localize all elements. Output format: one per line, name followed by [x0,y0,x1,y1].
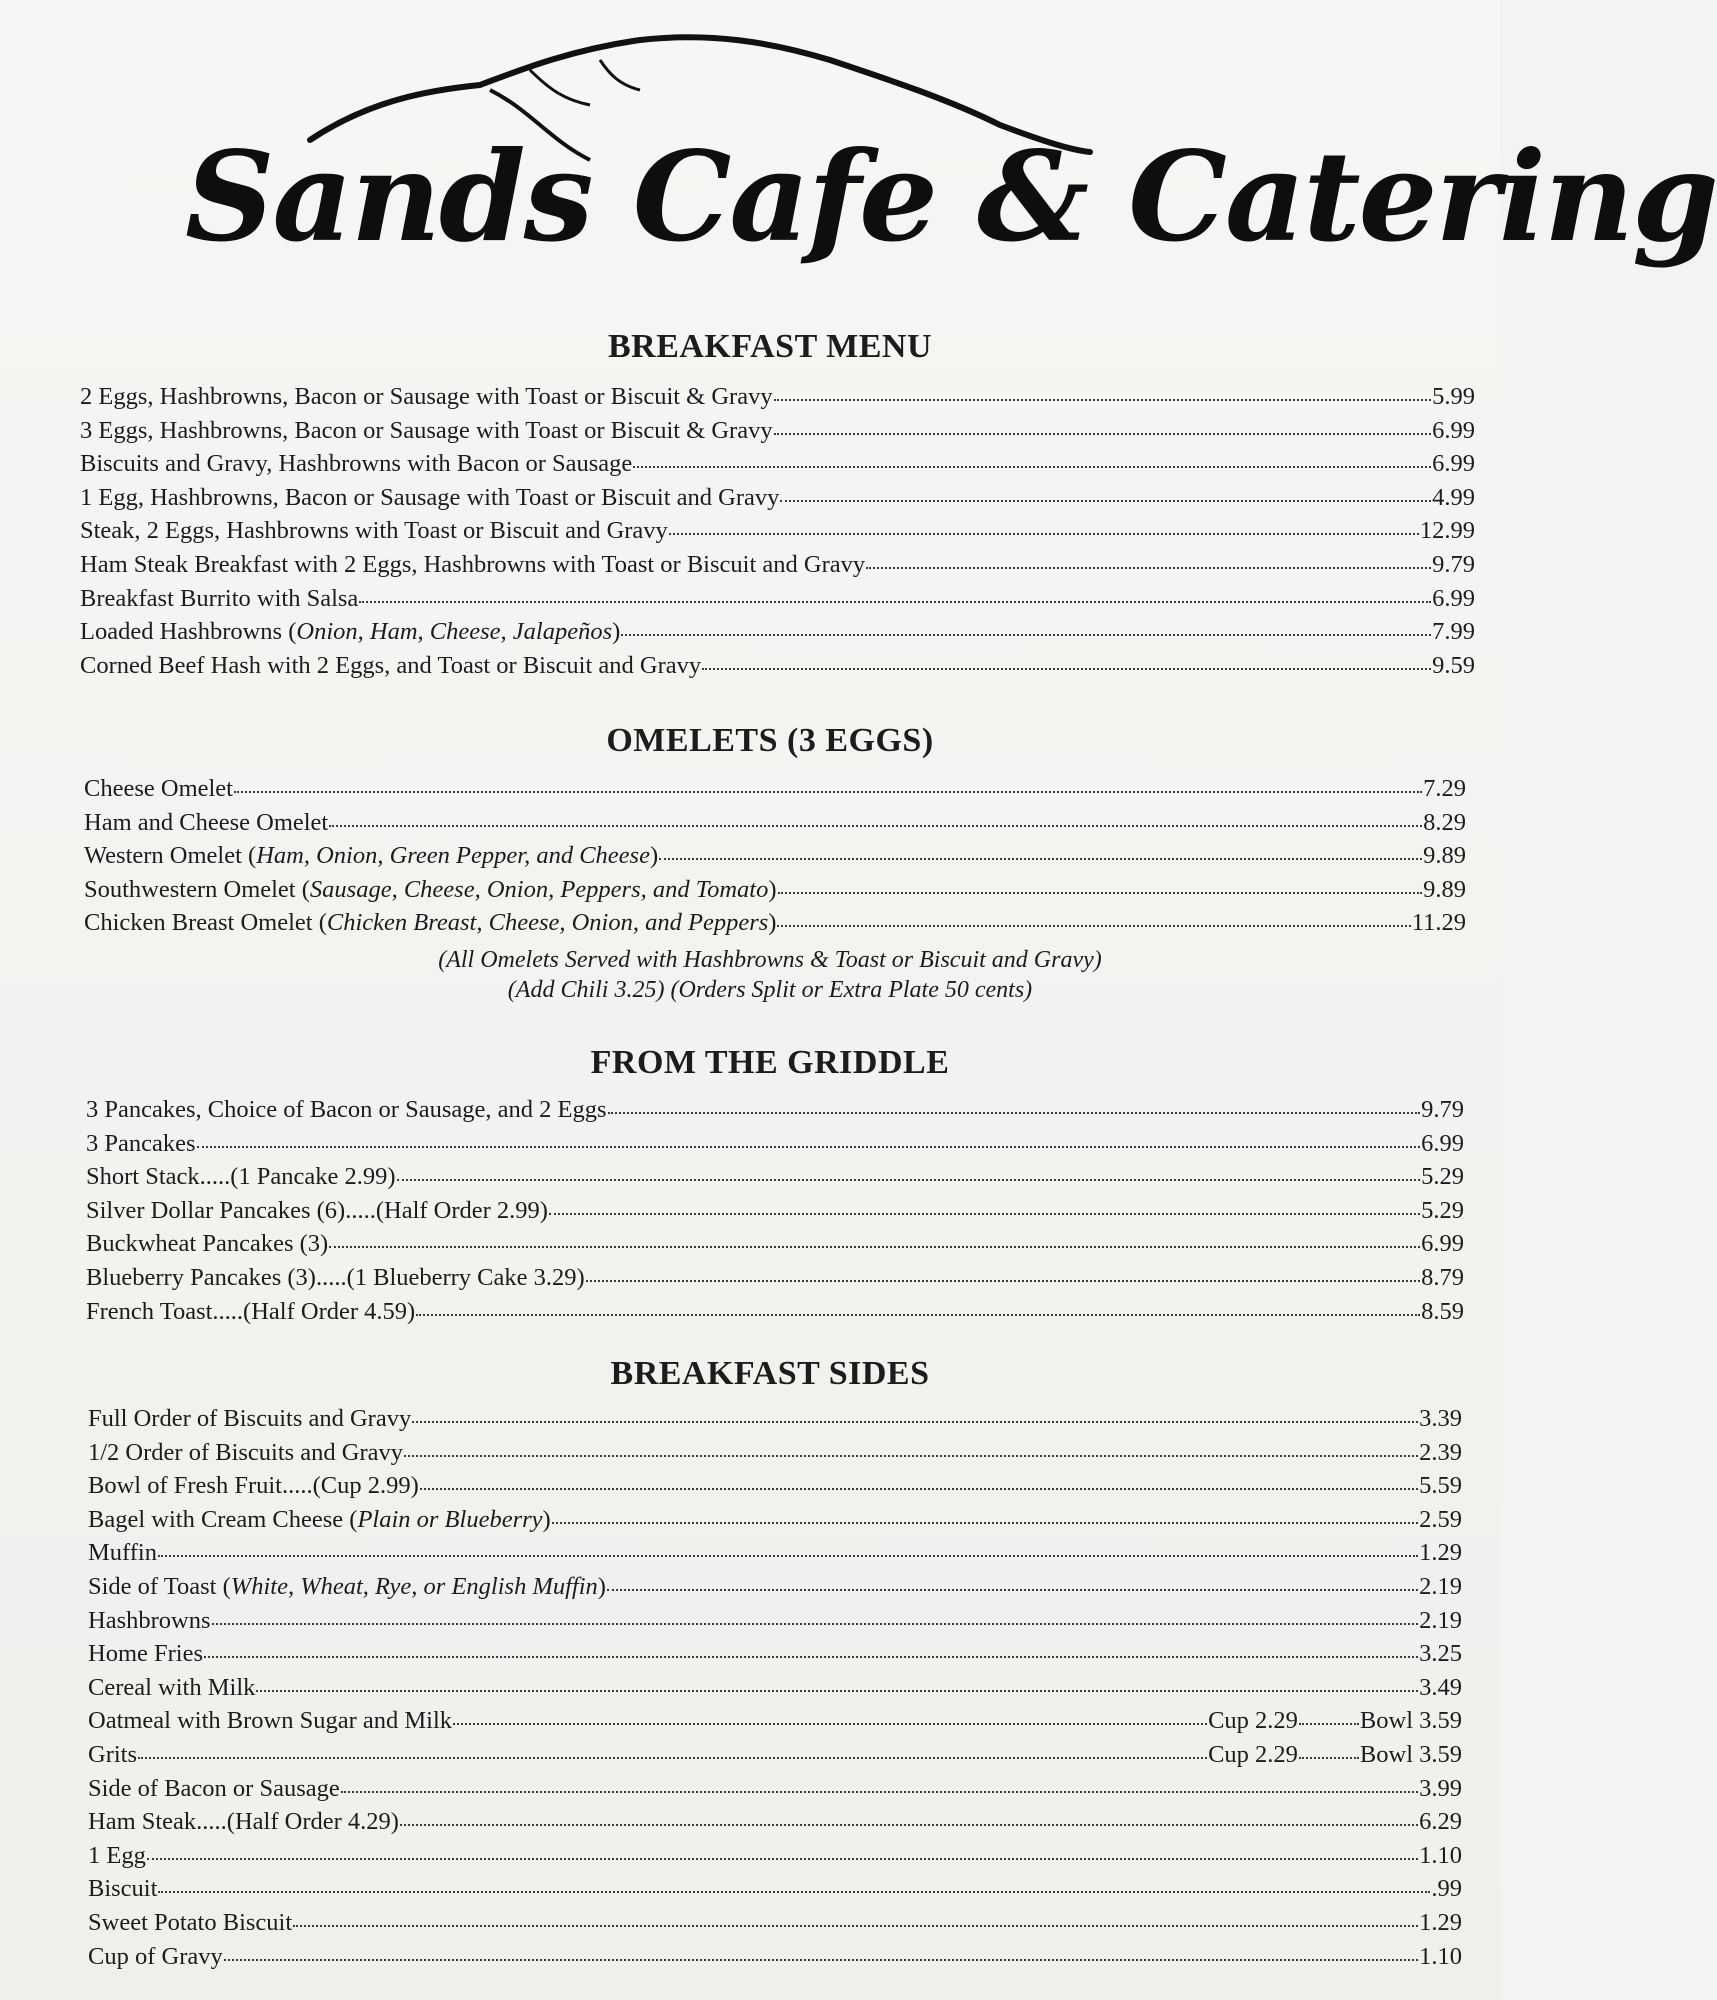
item-price: 2.39 [1419,1438,1462,1466]
item-name [88,1704,452,1738]
item-name [88,1436,403,1470]
item-price: 3.39 [1419,1405,1462,1432]
item-name-text: 1 Egg, Hashbrowns, Bacon or Sausage with Toast or Biscuit and Gravy [80,483,780,511]
item-price: 2.59 [1419,1505,1462,1533]
item-name [88,1940,223,1974]
item-name-text: 3 Pancakes [86,1129,196,1157]
item-name-text: Muffin [88,1539,157,1567]
omelets-title: OMELETS (3 EGGS) [606,722,934,759]
menu-item [88,1940,1462,1974]
menu-item [88,1536,1462,1570]
item-price: 5.59 [1419,1472,1462,1500]
item-name: Southwestern Omelet (Sausage, Cheese, Onion, Peppers, and Tomato) [84,875,777,903]
item-price: 9.89 [1423,875,1466,903]
item-name [84,772,233,806]
dot-leader [621,614,1431,636]
item-detail: Onion, Ham, Cheese, Jalapeños [296,618,613,646]
item-price: 8.79 [1421,1263,1464,1291]
item-price: Bowl 3.59 [1359,1740,1462,1768]
item-name-text: Ham and Cheese Omelet [84,808,329,836]
dot-leader [777,905,1410,927]
cafe-logo [170,30,1717,330]
menu-item [88,1604,1462,1638]
item-name-text: Hashbrowns [88,1606,211,1634]
item-name: Western Omelet (Ham, Onion, Green Pepper, and Cheese) [84,842,659,870]
item-price: 9.59 [1432,651,1475,679]
item-name [80,548,865,582]
item-name [80,649,701,683]
item-price: 3.49 [1419,1673,1462,1701]
dot-leader [412,1401,1418,1423]
item-name-text: Ham Steak.....(Half Order 4.29) [88,1808,399,1836]
item-name-text: Ham Steak Breakfast with 2 Eggs, Hashbrowns with Toast or Biscuit and Gravy [80,550,866,578]
menu-item [84,839,1466,873]
item-name-text: Corned Beef Hash with 2 Eggs, and Toast or Biscuit and Gravy [80,651,702,679]
item-name [88,1536,157,1570]
menu-item [88,1906,1462,1940]
item-name-text: Western Omelet [84,842,242,870]
menu-item [88,1704,1462,1738]
item-price: 9.79 [1432,550,1475,578]
dot-leader [204,1636,1418,1658]
dot-leader [404,1435,1418,1457]
menu-item [88,1503,1462,1537]
menu-item [88,1872,1462,1906]
omelets-list [84,772,1466,940]
dot-leader [607,1569,1418,1591]
dot-leader [138,1737,1207,1759]
item-price: 9.79 [1421,1096,1464,1123]
item-name-text: Home Fries [88,1640,203,1668]
item-name-text: Buckwheat Pancakes (3) [86,1230,329,1258]
menu-item [80,615,1475,649]
menu-item [80,481,1475,515]
menu-item [88,1805,1462,1839]
menu-item [88,1402,1462,1436]
menu-item [80,380,1475,414]
item-name [88,1469,419,1503]
dot-leader [329,1226,1420,1248]
menu-item [88,1436,1462,1470]
item-name-text: Biscuit [88,1875,158,1903]
item-name [86,1160,396,1194]
dot-leader [147,1838,1418,1860]
dot-leader [1299,1737,1359,1759]
item-price: 5.99 [1432,383,1475,410]
item-price: 6.99 [1432,416,1475,444]
menu-item [88,1671,1462,1705]
menu-item [88,1738,1462,1772]
item-name [80,380,773,414]
item-name-text: Grits [88,1740,137,1768]
dot-leader [416,1294,1420,1316]
menu-item [88,1469,1462,1503]
dot-leader [702,648,1431,670]
menu-item [80,582,1475,616]
item-price: 6.29 [1419,1808,1462,1836]
dot-leader [549,1193,1420,1215]
dot-leader [586,1260,1420,1282]
dot-leader [359,581,1431,603]
item-name [80,582,358,616]
item-price: 3.99 [1419,1774,1462,1802]
item-name [88,1738,137,1772]
item-cup-price: Cup 2.29 [1208,1740,1298,1768]
item-name-text: Bowl of Fresh Fruit.....(Cup 2.99) [88,1472,419,1500]
item-name [86,1227,328,1261]
item-price: 2.19 [1419,1606,1462,1634]
item-name-text: Cereal with Milk [88,1673,256,1701]
item-name-text: 3 Pancakes, Choice of Bacon or Sausage, and 2 Eggs [86,1096,607,1123]
item-price: 8.59 [1421,1297,1464,1325]
menu-item [80,514,1475,548]
item-name: Loaded Hashbrowns (Onion, Ham, Cheese, Jalapeños) [80,618,621,646]
item-name-text: Oatmeal with Brown Sugar and Milk [88,1707,453,1735]
item-name-text: Cup of Gravy [88,1942,223,1970]
item-cup-price: Cup 2.29 [1208,1707,1298,1735]
menu-item [88,1772,1462,1806]
menu-item [80,447,1475,481]
item-name [88,1839,146,1873]
menu-item [86,1194,1464,1228]
menu-item [80,414,1475,448]
dot-leader [774,413,1432,435]
item-name [88,1772,340,1806]
item-name [88,1402,411,1436]
item-price: 6.99 [1421,1129,1464,1157]
item-price: 9.89 [1423,842,1466,870]
menu-item [84,806,1466,840]
dot-leader [633,446,1431,468]
item-name-text: 3 Eggs, Hashbrowns, Bacon or Sausage with Toast or Biscuit & Gravy [80,416,773,444]
item-name [88,1637,203,1671]
item-name: Bagel with Cream Cheese (Plain or Blueberry) [88,1505,551,1533]
menu-item [86,1160,1464,1194]
menu-item [86,1227,1464,1261]
dot-leader [212,1603,1419,1625]
item-name-text: French Toast.....(Half Order 4.59) [86,1297,416,1325]
item-name-text: Short Stack.....(1 Pancake 2.99) [86,1163,396,1191]
item-price: 8.29 [1423,808,1466,836]
dot-leader [234,771,1422,793]
item-name-text: Full Order of Biscuits and Gravy [88,1405,412,1432]
item-name-text: Side of Bacon or Sausage [88,1774,340,1802]
item-name [86,1194,548,1228]
item-name [86,1295,415,1329]
dot-leader [341,1771,1418,1793]
item-name-text: 1 Egg [88,1841,146,1869]
menu-item [86,1127,1464,1161]
item-price: 1.29 [1419,1539,1462,1567]
menu-item [86,1261,1464,1295]
dot-leader [197,1126,1421,1148]
item-name: Side of Toast (White, Wheat, Rye, or English Muffin) [88,1572,606,1600]
item-name-text: Cheese Omelet [84,775,233,802]
item-name [86,1093,607,1127]
menu-item [88,1839,1462,1873]
item-name-text: Loaded Hashbrowns [80,618,283,646]
dot-leader [659,838,1422,860]
logo-wordmark: Sands Cafe & Catering [185,125,1717,270]
item-price: 6.99 [1432,584,1475,612]
omelets-note-extras: (Add Chili 3.25) (Orders Split or Extra Plate 50 cents) [507,977,1033,1003]
item-name-text: Side of Toast [88,1572,217,1600]
item-name-text: Steak, 2 Eggs, Hashbrowns with Toast or Biscuit and Gravy [80,517,668,545]
dot-leader [256,1670,1418,1692]
dot-leader [774,379,1432,401]
item-name [88,1872,157,1906]
item-name [80,514,668,548]
dot-leader [780,480,1431,502]
item-name [88,1604,211,1638]
item-detail: Ham, Onion, Green Pepper, and Cheese [256,842,650,870]
dot-leader [420,1468,1418,1490]
item-name-text: Bagel with Cream Cheese [88,1505,344,1533]
item-price: 4.99 [1432,483,1475,511]
menu-item [84,873,1466,907]
item-name-text: Sweet Potato Biscuit [88,1908,293,1936]
item-price: 1.29 [1419,1908,1462,1936]
dot-leader [778,872,1423,894]
dot-leader [293,1905,1418,1927]
item-detail: White, Wheat, Rye, or English Muffin [230,1572,598,1600]
item-name [88,1805,399,1839]
item-price: 1.10 [1419,1841,1462,1869]
item-name [86,1261,585,1295]
menu-item [88,1570,1462,1604]
item-name [86,1127,196,1161]
menu-item [88,1637,1462,1671]
item-detail: Plain or Blueberry [357,1505,543,1533]
dot-leader [1299,1703,1359,1725]
griddle-title: FROM THE GRIDDLE [590,1044,950,1081]
dot-leader [224,1939,1418,1961]
item-price: 3.25 [1419,1640,1462,1668]
item-price: 1.10 [1419,1942,1462,1970]
item-price: 6.99 [1421,1230,1464,1258]
dot-leader [158,1871,1430,1893]
item-name [88,1671,255,1705]
item-price: 6.99 [1432,450,1475,478]
item-detail: Chicken Breast, Cheese, Onion, and Peppers [326,909,769,937]
item-price: 5.29 [1421,1163,1464,1191]
menu-item [84,906,1466,940]
menu-item [86,1295,1464,1329]
dot-leader [669,513,1419,535]
dot-leader [608,1092,1421,1114]
item-price: 11.29 [1411,909,1466,937]
menu-item [80,548,1475,582]
item-name: Chicken Breast Omelet (Chicken Breast, Cheese, Onion, and Peppers) [84,909,777,937]
griddle-list [86,1093,1464,1328]
item-name [80,414,773,448]
dot-leader [552,1502,1418,1524]
item-price: 5.29 [1421,1196,1464,1224]
item-name-text: Biscuits and Gravy, Hashbrowns with Bacon or Sausage [80,450,633,478]
dot-leader [158,1535,1418,1557]
item-name [84,806,328,840]
item-price: 7.29 [1423,775,1466,802]
sides-title: BREAKFAST SIDES [610,1355,930,1392]
breakfast-menu-list [80,380,1475,682]
item-price: 12.99 [1419,517,1475,545]
dot-leader [453,1703,1207,1725]
menu-item [80,649,1475,683]
omelets-note-served: (All Omelets Served with Hashbrowns & Toast or Biscuit and Gravy) [438,947,1102,973]
breakfast-menu-title: BREAKFAST MENU [607,328,933,365]
dot-leader [329,805,1422,827]
sides-list [88,1402,1462,1973]
menu-item [84,772,1466,806]
item-name-text: 2 Eggs, Hashbrowns, Bacon or Sausage with Toast or Biscuit & Gravy [80,383,773,410]
dot-leader [866,547,1431,569]
dot-leader [397,1159,1421,1181]
item-name-text: 1/2 Order of Biscuits and Gravy [88,1438,404,1466]
item-price: Bowl 3.59 [1359,1707,1462,1735]
item-name [80,481,779,515]
item-price: 7.99 [1432,618,1475,646]
menu-item [86,1093,1464,1127]
item-name-text: Southwestern Omelet [84,875,296,903]
item-price: .99 [1431,1875,1462,1903]
item-detail: Sausage, Cheese, Onion, Peppers, and Tomato [309,875,769,903]
dot-leader [400,1804,1418,1826]
item-price: 2.19 [1419,1572,1462,1600]
item-name-text: Silver Dollar Pancakes (6).....(Half Order 2.99) [86,1196,548,1224]
item-name-text: Blueberry Pancakes (3).....(1 Blueberry Cake 3.29) [86,1263,585,1291]
item-name-text: Chicken Breast Omelet [84,909,313,937]
item-name-text: Breakfast Burrito with Salsa [80,584,359,612]
item-name [80,447,632,481]
item-name [88,1906,292,1940]
